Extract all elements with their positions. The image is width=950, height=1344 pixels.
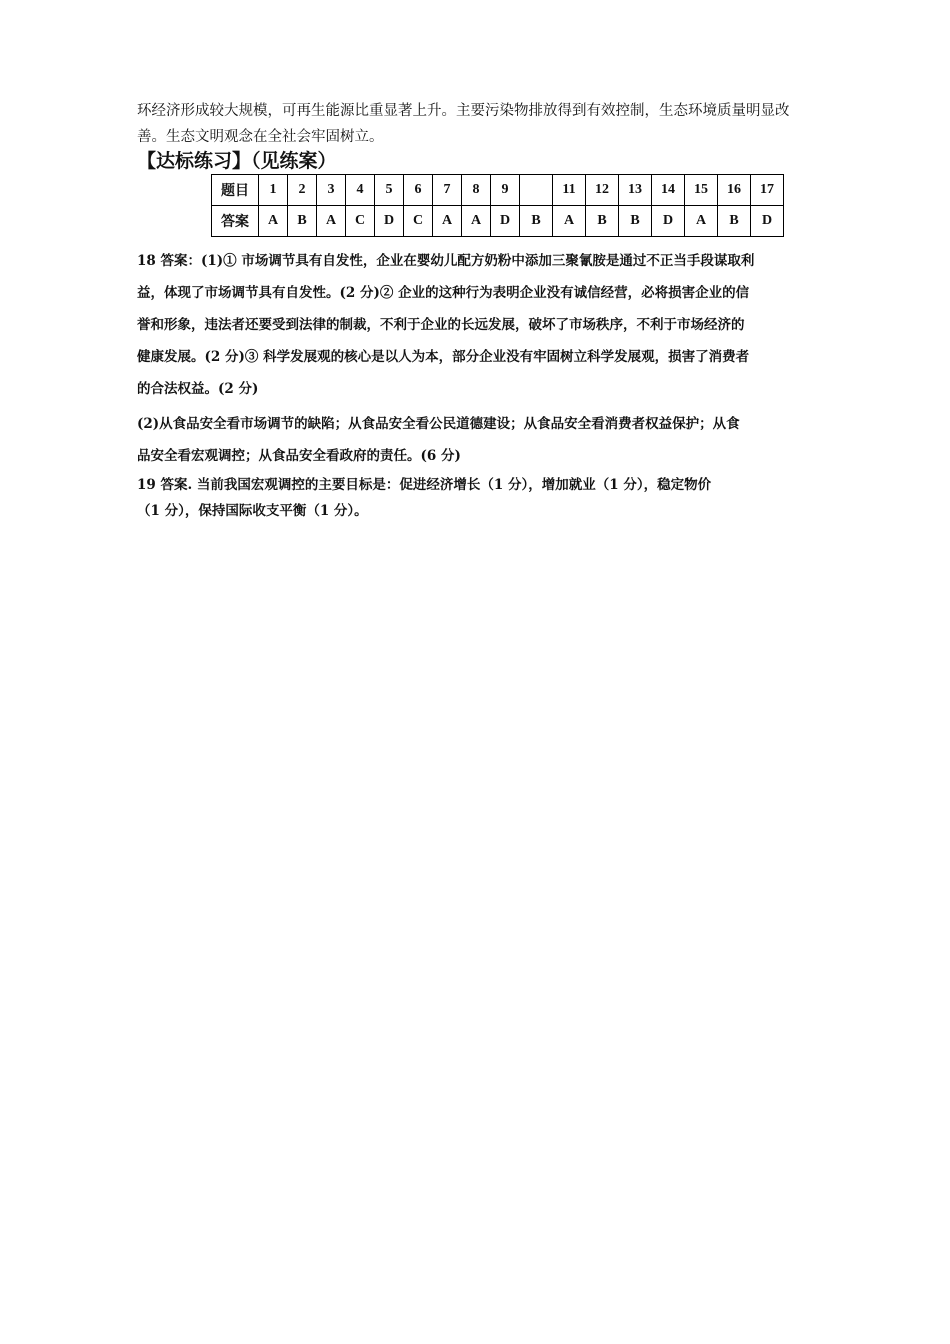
question-number: 9 — [491, 175, 520, 206]
q18-line: 18 答案：(1)① 市场调节具有自发性，企业在婴幼儿配方奶粉中添加三聚氰胺是通过不正当手段谋取利 — [137, 253, 755, 269]
answer-cell: B — [520, 206, 553, 237]
answer-table — [211, 174, 784, 237]
question-number: 3 — [317, 175, 346, 206]
question-row — [212, 175, 784, 206]
question-number: 5 — [375, 175, 404, 206]
intro-line-2: 善。生态文明观念在全社会牢固树立。 — [137, 129, 384, 145]
answer-cell: B — [586, 206, 619, 237]
row-label-question: 题目 — [212, 175, 259, 206]
answer-cell: A — [685, 206, 718, 237]
row-label-answer: 答案 — [212, 206, 259, 237]
answer-cell: A — [317, 206, 346, 237]
q18-line: 健康发展。(2 分)③ 科学发展观的核心是以人为本，部分企业没有牢固树立科学发展观，损害了消费者 — [137, 349, 750, 365]
question-number: 13 — [619, 175, 652, 206]
answer-cell: D — [375, 206, 404, 237]
q18-line: 品安全看宏观调控；从食品安全看政府的责任。(6 分) — [137, 448, 461, 464]
answer-cell: D — [751, 206, 784, 237]
document-page — [137, 98, 859, 524]
question-number: 6 — [404, 175, 433, 206]
q18-line: 益，体现了市场调节具有自发性。(2 分)② 企业的这种行为表明企业没有诚信经营，必将损害企业的信 — [137, 285, 750, 301]
question-number — [520, 175, 553, 206]
q18-part2 — [137, 408, 859, 472]
section-heading: 【达标练习】（见练案） — [137, 150, 337, 172]
answer-cell: A — [462, 206, 491, 237]
answer-cell: C — [404, 206, 433, 237]
answer-row — [212, 206, 784, 237]
answer-cell: B — [288, 206, 317, 237]
question-number: 17 — [751, 175, 784, 206]
answer-cell: B — [718, 206, 751, 237]
answer-cell: D — [652, 206, 685, 237]
question-number: 15 — [685, 175, 718, 206]
q19-line: （1 分），保持国际收支平衡（1 分）。 — [137, 503, 368, 519]
q18-part1 — [137, 245, 859, 405]
question-number: 2 — [288, 175, 317, 206]
question-number: 1 — [259, 175, 288, 206]
q19-line: 19 答案. 当前我国宏观调控的主要目标是：促进经济增长（1 分），增加就业（1 分），稳定物价 — [137, 477, 712, 493]
intro-paragraph — [137, 98, 859, 150]
answer-cell: A — [553, 206, 586, 237]
answer-cell: A — [433, 206, 462, 237]
question-number: 14 — [652, 175, 685, 206]
question-number: 7 — [433, 175, 462, 206]
answer-cell: D — [491, 206, 520, 237]
q18-line: (2)从食品安全看市场调节的缺陷；从食品安全看公民道德建设；从食品安全看消费者权益保护；从食 — [137, 416, 740, 432]
question-number: 11 — [553, 175, 586, 206]
question-number: 4 — [346, 175, 375, 206]
intro-line-1: 环经济形成较大规模，可再生能源比重显著上升。主要污染物排放得到有效控制，生态环境质量明显改 — [137, 103, 790, 119]
q18-line: 誉和形象，违法者还要受到法律的制裁，不利于企业的长远发展，破坏了市场秩序，不利于市场经济的 — [137, 317, 745, 333]
answer-cell: A — [259, 206, 288, 237]
question-number: 8 — [462, 175, 491, 206]
answer-cell: C — [346, 206, 375, 237]
question-number: 16 — [718, 175, 751, 206]
answer-cell: B — [619, 206, 652, 237]
q19-answer — [137, 472, 859, 524]
q18-line: 的合法权益。(2 分) — [137, 381, 259, 397]
question-number: 12 — [586, 175, 619, 206]
